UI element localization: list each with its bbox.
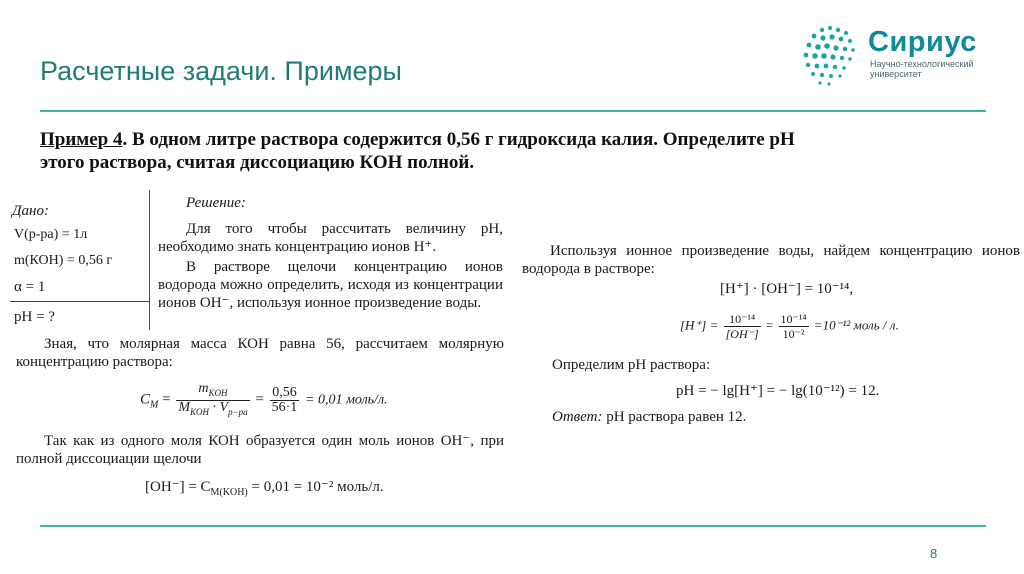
given-alpha: α = 1 [14, 279, 46, 295]
logo-subtitle-line1: Научно-технологический [870, 59, 974, 69]
eq1-den2: · V [212, 399, 229, 415]
given-volume: V(р-ра) = 1л [14, 227, 88, 242]
given-vertical-divider [149, 190, 150, 330]
eq1-den: M [178, 399, 190, 415]
eq4-den: [OH⁻] [725, 327, 759, 341]
solution-paragraph-4: Так как из одного моля КОН образуется один моль ионов OH⁻, при полной диссоциации щелочи [16, 433, 504, 467]
solution-paragraph-1: Для того чтобы рассчитать величину pH, необходимо знать концентрацию ионов H⁺. [158, 221, 503, 255]
eq4-den2: 10⁻² [782, 327, 805, 341]
solution-paragraph-6: Определим pH раствора: [552, 357, 711, 373]
eq4-num2: 10⁻¹⁴ [780, 312, 807, 326]
eq1-lhs-sub: M [150, 399, 159, 411]
answer-label: Ответ: [552, 409, 603, 425]
task-statement [40, 128, 980, 174]
given-horizontal-divider [10, 301, 150, 302]
h-concentration-equation: [H⁺] = $\frac{\text{10⁻¹⁴}}{[OH^-]}$ = $\frac{\text{10⁻¹⁴}}{\text{10⁻²}}$ =10⁻¹² моль / л. [680, 312, 899, 341]
logo-name: Сириус [868, 26, 977, 58]
eq2: [OH⁻] = C [145, 479, 211, 495]
given-block [10, 190, 150, 330]
eq1-lhs: C [140, 391, 151, 408]
eq2-sub: M(KOH) [210, 487, 248, 498]
solution-paragraph-3: Зная, что молярная масса КОН равна 56, рассчитаем молярную концентрацию раствора: [16, 336, 504, 370]
ph-equation: pH = − lg[H⁺] = − lg(10⁻¹²) = 12. [676, 383, 880, 399]
given-mass: m(КОН) = 0,56 г [14, 253, 113, 268]
eq4-result: =10⁻¹² моль / л [813, 317, 896, 333]
eq4-dot: . [895, 317, 899, 333]
solution-paragraph-5: Используя ионное произведение воды, найдем концентрацию ионов водорода в растворе: [522, 243, 1020, 277]
task-label: Пример 4 [40, 129, 123, 150]
header-divider [40, 110, 986, 112]
slide-title: Расчетные задачи. Примеры [40, 56, 402, 86]
oh-concentration-equation [145, 478, 384, 502]
eq1-den-sub: KOH [190, 406, 210, 417]
eq1-den3: 56·1 [271, 399, 298, 415]
eq1-num: m [198, 381, 209, 396]
answer-text: pH раствора равен 12. [606, 409, 747, 425]
footer-divider [40, 525, 986, 527]
task-text-line1: . В одном литре раствора содержится 0,56 г гидроксида калия. Определите pH [122, 129, 795, 150]
solution-heading: Решение: [186, 195, 246, 211]
eq4-lhs: [H⁺] = [680, 317, 719, 333]
logo-subtitle [870, 59, 1000, 79]
task-text-line2: этого раствора, считая диссоциацию КОН полной. [40, 152, 475, 173]
find-ph: pH = ? [14, 309, 55, 325]
eq4-num: 10⁻¹⁴ [724, 312, 761, 327]
given-heading: Дано: [12, 203, 49, 219]
molar-concentration-equation: $C_M$ = $\frac{m_{KOH}}{M_{KOH} \cdot V_{p-pa}}$ = $\frac{0,56}{56\cdot 1}$ = 0,01 моль/л. [140, 381, 388, 417]
eq1-num2: 0,56 [270, 386, 300, 401]
solution-paragraph-2: В растворе щелочи концентрацию ионов водорода можно определить, исходя из концентрации ионов OH⁻, используя ионное произведение воды. [158, 259, 503, 311]
eq1-den2-sub: p−pa [228, 406, 248, 417]
eq2-tail: = 0,01 = 10⁻² моль/л. [251, 479, 384, 495]
page-number: 8 [930, 546, 938, 561]
logo-subtitle-line2: университет [870, 69, 922, 79]
eq1-result: = 0,01 моль/л. [305, 392, 388, 408]
ion-product-equation: [H⁺] · [OH⁻] = 10⁻¹⁴, [720, 281, 854, 297]
eq1-num-sub: KOH [208, 387, 228, 398]
answer-line [552, 408, 746, 426]
